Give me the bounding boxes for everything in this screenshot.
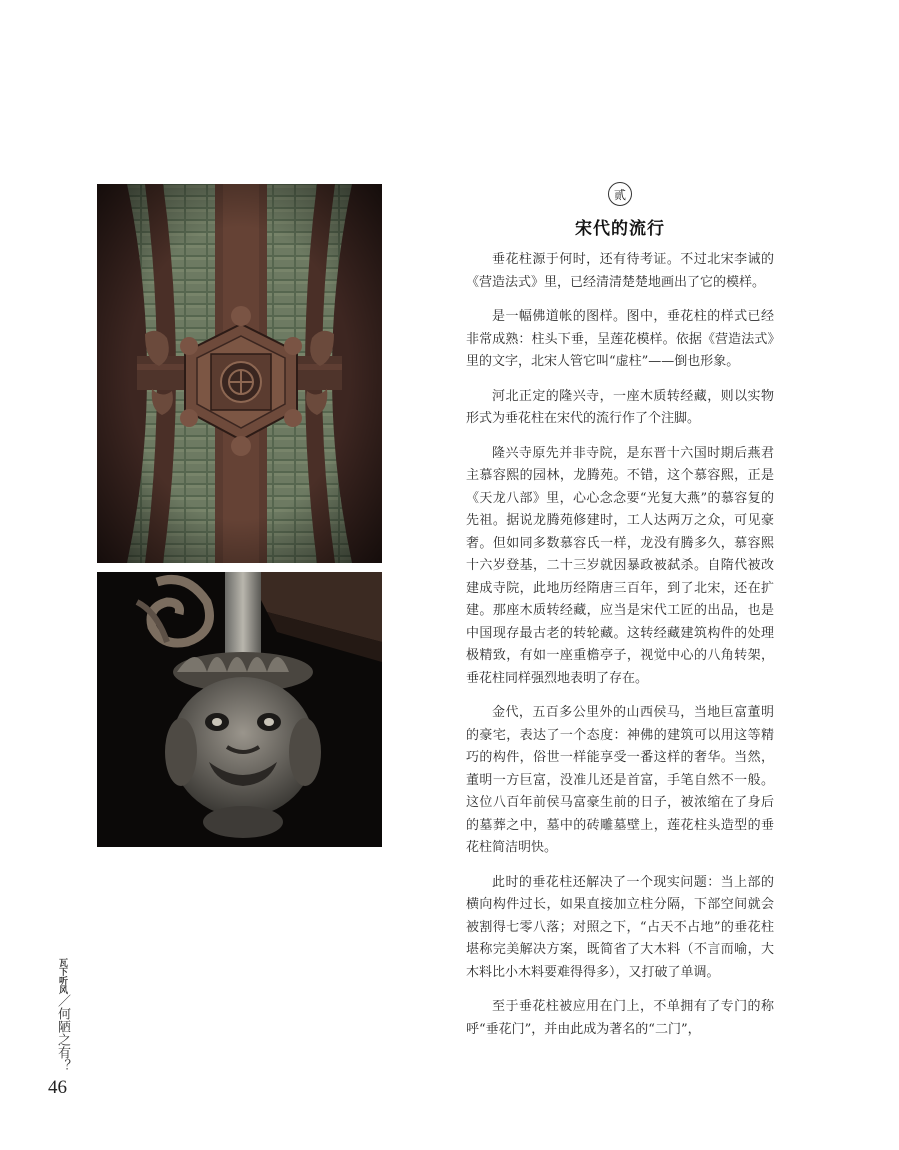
- paragraph-5: 金代，五百多公里外的山西侯马，当地巨富董明的豪宅，表达了一个态度：神佛的建筑可以用这等精巧的构件，俗世一样能享受一番这样的奢华。当然，董明一方巨富，没准儿还是首富，手笔自然不一般。这位八百年前侯马富豪生前的日子，被浓缩在了身后的墓葬之中，墓中的砖雕墓壁上，莲花柱头造型的垂花柱简洁明快。: [466, 705, 774, 855]
- section-title: 宋代的流行: [575, 219, 665, 239]
- paragraph-3: 河北正定的隆兴寺，一座木质转经藏，则以实物形式为垂花柱在宋代的流行作了个注脚。: [466, 388, 774, 426]
- paragraph-6: 此时的垂花柱还解决了一个现实问题：当上部的横向构件过长，如果直接加立柱分隔，下部空间就会被割得七零八落；对照之下，“占天不占地”的垂花柱堪称完美解决方案，既简省了大木料（不言而喻，大木料比小木料要难得得多），又打破了单调。: [466, 874, 774, 980]
- column-series-label: [52, 958, 72, 1072]
- photo-carved-column-head: [97, 572, 382, 847]
- series-title: 何陋之有？: [55, 1007, 70, 1072]
- section-number-badge: 贰: [608, 182, 632, 206]
- label-separator: ／: [55, 994, 70, 1007]
- carved-column-head-image: [97, 572, 382, 847]
- article-column: [466, 176, 774, 1053]
- paragraph-4: 隆兴寺原先并非寺院，是东晋十六国时期后燕君主慕容熙的园林，龙腾苑。不错，这个慕容熙，正是《天龙八部》里，心心念念要“光复大燕”的慕容复的先祖。据说龙腾苑修建时，工人达两万之众，可见豪奢。但如同多数慕容氏一样，龙没有腾多久，慕容熙十六岁登基，二十三岁就因暴政被弑杀。自隋代被改建成寺院，此地历经隋唐三百年，到了北宋，还在扩建。那座木质转经藏，应当是宋代工匠的出品，也是中国现存最古老的转轮藏。这转经藏建筑构件的处理极精致，有如一座重檐亭子，视觉中心的八角转架，垂花柱同样强烈地表明了存在。: [466, 445, 774, 686]
- paragraph-7: 至于垂花柱被应用在门上，不单拥有了专门的称呼“垂花门”，并由此成为著名的“二门”，: [466, 999, 774, 1037]
- paragraph-2: 是一幅佛道帐的图样。图中，垂花柱的样式已经非常成熟：柱头下垂，呈莲花模样。依据《营造法式》里的文字，北宋人管它叫“虚柱”——倒也形象。: [466, 309, 774, 369]
- photo-carved-ceiling-column: [97, 184, 382, 563]
- carved-column-top-view-image: [97, 184, 382, 563]
- page-number: 46: [48, 1077, 67, 1098]
- column-name: 瓦下听风: [57, 958, 67, 994]
- paragraph-1: 垂花柱源于何时，还有待考证。不过北宋李诫的《营造法式》里，已经清清楚楚地画出了它的模样。: [466, 252, 774, 290]
